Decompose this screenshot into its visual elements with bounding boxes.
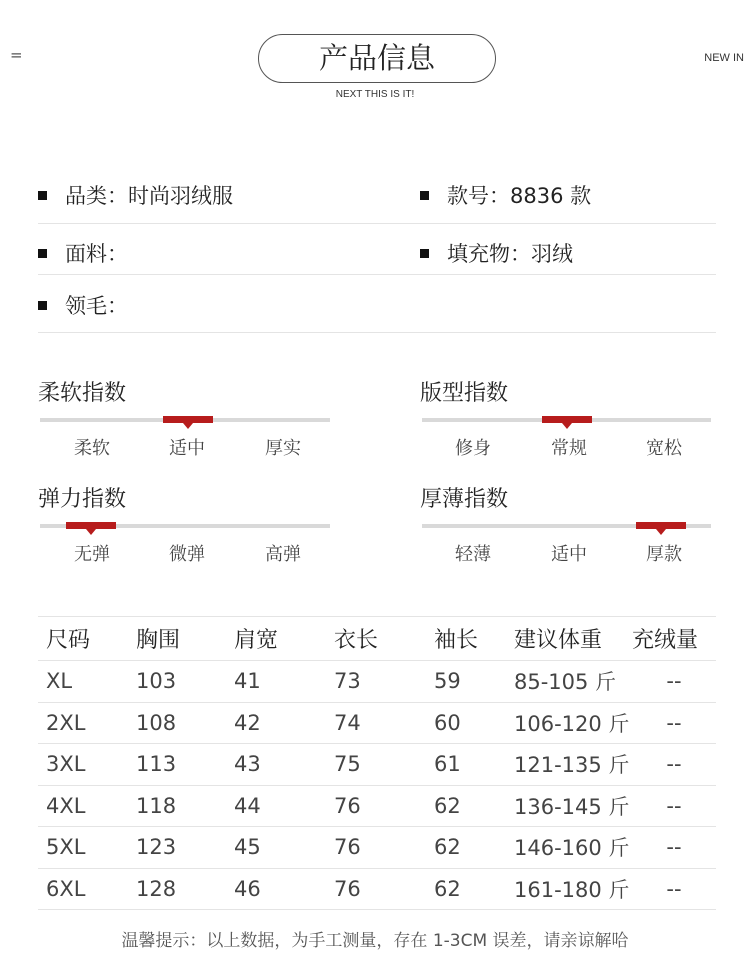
info-fabric (38, 238, 128, 268)
cell-size: 3XL (38, 744, 136, 786)
table-row (38, 785, 716, 827)
cell-shoulder: 42 (234, 702, 334, 744)
header-filling: 充绒量 (632, 617, 716, 661)
fit-option: 常规 (551, 438, 587, 459)
cell-size: 6XL (38, 868, 136, 910)
menu-icon[interactable]: = (10, 46, 23, 64)
header-weight: 建议体重 (514, 617, 632, 661)
cell-shoulder: 41 (234, 661, 334, 703)
info-filling (420, 238, 573, 268)
cell-chest: 123 (136, 827, 234, 869)
cell-shoulder: 44 (234, 785, 334, 827)
softness-option: 适中 (169, 438, 205, 459)
thickness-index-title: 厚薄指数 (420, 487, 509, 512)
cell-filling: -- (632, 661, 716, 703)
table-row (38, 827, 716, 869)
cell-chest: 108 (136, 702, 234, 744)
thickness-option: 厚款 (646, 544, 682, 565)
cell-sleeve: 61 (434, 744, 514, 786)
cell-length: 76 (334, 785, 434, 827)
thickness-option: 适中 (551, 544, 587, 565)
cell-length: 75 (334, 744, 434, 786)
table-row (38, 661, 716, 703)
thickness-caret-icon (656, 529, 666, 535)
page-title: 产品信息 (258, 34, 496, 83)
elasticity-index-title: 弹力指数 (38, 487, 127, 512)
softness-index-title: 柔软指数 (38, 381, 127, 406)
fit-option: 修身 (455, 438, 491, 459)
cell-length: 73 (334, 661, 434, 703)
cell-length: 76 (334, 827, 434, 869)
cell-chest: 113 (136, 744, 234, 786)
thickness-selected-mark (636, 522, 686, 529)
cell-length: 74 (334, 702, 434, 744)
table-row (38, 868, 716, 910)
info-fabric-text: 面料： (65, 242, 128, 266)
softness-selected-mark (163, 416, 213, 423)
header-chest: 胸围 (136, 617, 234, 661)
cell-sleeve: 62 (434, 785, 514, 827)
cell-weight: 106-120 斤 (514, 702, 632, 744)
cell-weight: 121-135 斤 (514, 744, 632, 786)
info-category (38, 180, 233, 210)
cell-chest: 118 (136, 785, 234, 827)
info-style-no (420, 180, 591, 210)
info-category-text: 品类：时尚羽绒服 (65, 184, 233, 208)
header-length: 衣长 (334, 617, 434, 661)
softness-option: 厚实 (265, 438, 301, 459)
cell-filling: -- (632, 744, 716, 786)
elasticity-option: 无弹 (74, 544, 110, 565)
cell-sleeve: 62 (434, 868, 514, 910)
bullet-icon (38, 301, 47, 310)
fit-index-title: 版型指数 (420, 381, 509, 406)
cell-size: 4XL (38, 785, 136, 827)
cell-shoulder: 46 (234, 868, 334, 910)
softness-caret-icon (183, 423, 193, 429)
table-row (38, 744, 716, 786)
info-collar-text: 领毛： (65, 294, 128, 318)
fit-caret-icon (562, 423, 572, 429)
cell-size: 5XL (38, 827, 136, 869)
fit-selected-mark (542, 416, 592, 423)
elasticity-option: 高弹 (265, 544, 301, 565)
cell-filling: -- (632, 827, 716, 869)
header-sleeve: 袖长 (434, 617, 514, 661)
table-row (38, 702, 716, 744)
bullet-icon (38, 249, 47, 258)
cell-filling: -- (632, 868, 716, 910)
thickness-option: 轻薄 (455, 544, 491, 565)
divider (38, 332, 716, 333)
measurement-note: 温馨提示：以上数据，为手工测量，存在 1-3CM 误差，请亲谅解哈 (121, 931, 629, 951)
cell-filling: -- (632, 702, 716, 744)
elasticity-caret-icon (86, 529, 96, 535)
header-shoulder: 肩宽 (234, 617, 334, 661)
info-collar (38, 290, 128, 320)
bullet-icon (38, 191, 47, 200)
info-style-no-text: 款号：8836 款 (447, 184, 592, 208)
new-in-label: NEW IN (704, 52, 744, 64)
cell-size: 2XL (38, 702, 136, 744)
elasticity-selected-mark (66, 522, 116, 529)
cell-sleeve: 59 (434, 661, 514, 703)
cell-shoulder: 43 (234, 744, 334, 786)
cell-weight: 136-145 斤 (514, 785, 632, 827)
cell-sleeve: 60 (434, 702, 514, 744)
cell-sleeve: 62 (434, 827, 514, 869)
cell-length: 76 (334, 868, 434, 910)
size-table-header (38, 617, 716, 661)
page-subtitle: NEXT THIS IS IT! (335, 89, 415, 100)
bullet-icon (420, 249, 429, 258)
size-table (38, 616, 716, 910)
header-size: 尺码 (38, 617, 136, 661)
elasticity-option: 微弹 (169, 544, 205, 565)
bullet-icon (420, 191, 429, 200)
divider (38, 274, 716, 275)
cell-filling: -- (632, 785, 716, 827)
divider (38, 223, 716, 224)
cell-weight: 85-105 斤 (514, 661, 632, 703)
cell-shoulder: 45 (234, 827, 334, 869)
cell-chest: 128 (136, 868, 234, 910)
cell-chest: 103 (136, 661, 234, 703)
fit-option: 宽松 (646, 438, 682, 459)
softness-option: 柔软 (74, 438, 110, 459)
cell-weight: 161-180 斤 (514, 868, 632, 910)
info-filling-text: 填充物：羽绒 (447, 242, 573, 266)
cell-weight: 146-160 斤 (514, 827, 632, 869)
cell-size: XL (38, 661, 136, 703)
